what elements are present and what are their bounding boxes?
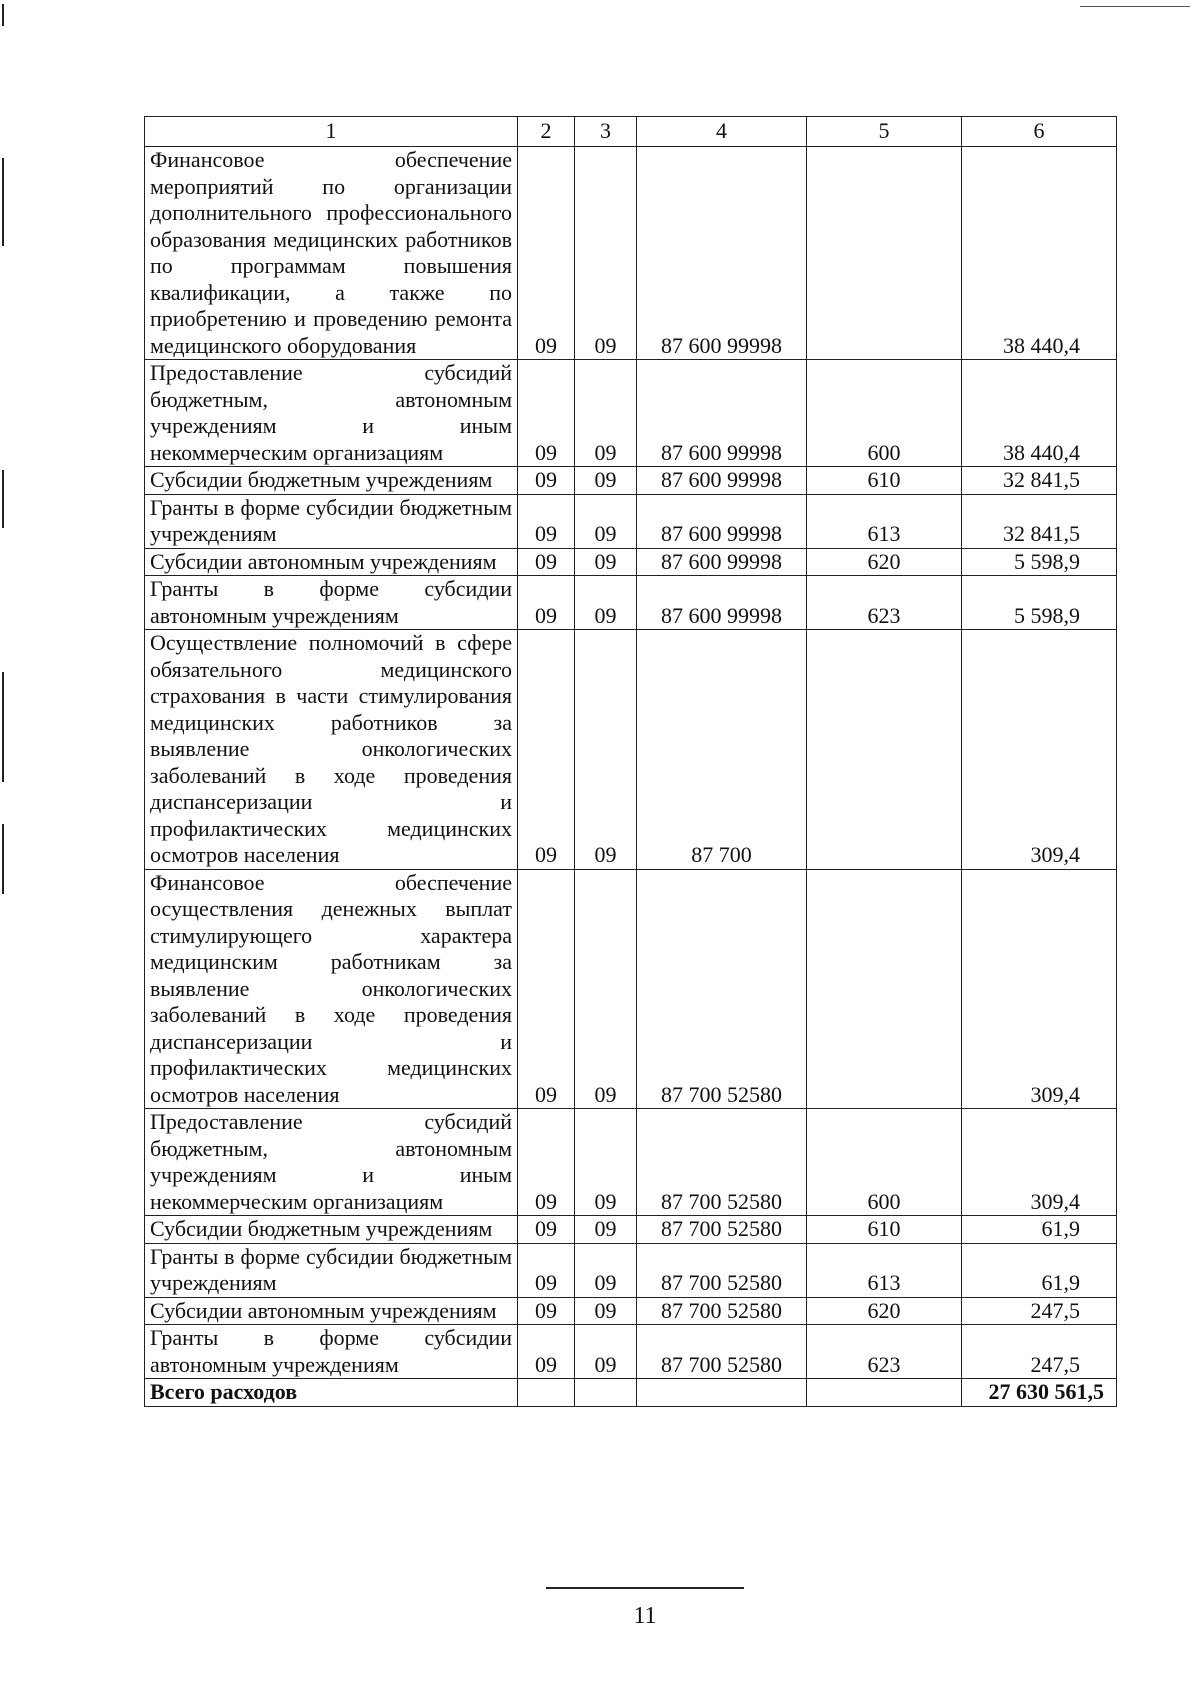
- table-row: [145, 576, 1117, 630]
- amount: 5 598,9: [962, 576, 1117, 630]
- subsection-code: 09: [575, 576, 637, 630]
- target-article-code: 87 700 52580: [637, 869, 807, 1109]
- empty-cell: [807, 1379, 962, 1407]
- target-article-code: 87 700 52580: [637, 1109, 807, 1216]
- empty-cell: [518, 1379, 575, 1407]
- page-number: 11: [633, 1603, 657, 1629]
- expense-type-code: 610: [807, 467, 962, 495]
- row-name: Гранты в форме субсидии автономным учреждениям: [145, 576, 518, 630]
- empty-cell: [637, 1379, 807, 1407]
- amount: 32 841,5: [962, 494, 1117, 548]
- amount: 61,9: [962, 1216, 1117, 1244]
- scan-artifact: [2, 824, 4, 894]
- row-name: Субсидии автономным учреждениям: [145, 1297, 518, 1325]
- amount: 38 440,4: [962, 147, 1117, 360]
- amount: 5 598,9: [962, 548, 1117, 576]
- section-code: 09: [518, 1243, 575, 1297]
- table-header-row: [145, 117, 1117, 147]
- total-label: Всего расходов: [145, 1379, 518, 1407]
- amount: 309,4: [962, 869, 1117, 1109]
- expense-type-code: 613: [807, 1243, 962, 1297]
- section-code: 09: [518, 1216, 575, 1244]
- expense-type-code: 600: [807, 360, 962, 467]
- section-code: 09: [518, 548, 575, 576]
- target-article-code: 87 600 99998: [637, 548, 807, 576]
- subsection-code: 09: [575, 494, 637, 548]
- total-amount: 27 630 561,5: [962, 1379, 1117, 1407]
- column-header: 2: [518, 117, 575, 147]
- table-row: [145, 1243, 1117, 1297]
- subsection-code: 09: [575, 147, 637, 360]
- section-code: 09: [518, 494, 575, 548]
- table-row: [145, 1109, 1117, 1216]
- subsection-code: 09: [575, 1325, 637, 1379]
- section-code: 09: [518, 869, 575, 1109]
- subsection-code: 09: [575, 630, 637, 870]
- target-article-code: 87 600 99998: [637, 494, 807, 548]
- target-article-code: 87 600 99998: [637, 360, 807, 467]
- table-row: [145, 494, 1117, 548]
- target-article-code: 87 700 52580: [637, 1325, 807, 1379]
- row-name: Гранты в форме субсидии бюджетным учреждениям: [145, 1243, 518, 1297]
- scan-artifact: [1080, 6, 1190, 7]
- amount: 32 841,5: [962, 467, 1117, 495]
- section-code: 09: [518, 1109, 575, 1216]
- section-code: 09: [518, 630, 575, 870]
- table-row: [145, 869, 1117, 1109]
- subsection-code: 09: [575, 548, 637, 576]
- table-row: [145, 1216, 1117, 1244]
- table-row: [145, 630, 1117, 870]
- expense-type-code: 620: [807, 548, 962, 576]
- row-name: Субсидии бюджетным учреждениям: [145, 1216, 518, 1244]
- scan-artifact: [2, 470, 4, 528]
- section-code: 09: [518, 147, 575, 360]
- column-header: 3: [575, 117, 637, 147]
- row-name: Гранты в форме субсидии бюджетным учреждениям: [145, 494, 518, 548]
- target-article-code: 87 700 52580: [637, 1243, 807, 1297]
- column-header: 4: [637, 117, 807, 147]
- amount: 247,5: [962, 1297, 1117, 1325]
- row-name: Предоставление субсидий бюджетным, автономным учреждениям и иным некоммерческим организациям: [145, 360, 518, 467]
- table-row: [145, 1325, 1117, 1379]
- subsection-code: 09: [575, 360, 637, 467]
- subsection-code: 09: [575, 1216, 637, 1244]
- target-article-code: 87 600 99998: [637, 147, 807, 360]
- subsection-code: 09: [575, 467, 637, 495]
- section-code: 09: [518, 1325, 575, 1379]
- target-article-code: 87 600 99998: [637, 467, 807, 495]
- scan-artifact: [2, 158, 4, 246]
- column-header: 5: [807, 117, 962, 147]
- row-name: Финансовое обеспечение осуществления денежных выплат стимулирующего характера медицинским работникам за выявление онкологических заболеваний в ходе проведения диспансеризации и профилактических медицинских осмотров населения: [145, 869, 518, 1109]
- row-name: Субсидии автономным учреждениям: [145, 548, 518, 576]
- row-name: Финансовое обеспечение мероприятий по организации дополнительного профессионального образования медицинских работников по программам повышения квалификации, а также по приобретению и проведению ремонта медицинского оборудования: [145, 147, 518, 360]
- section-code: 09: [518, 576, 575, 630]
- table-row: [145, 1297, 1117, 1325]
- subsection-code: 09: [575, 1109, 637, 1216]
- expense-type-code: [807, 869, 962, 1109]
- table-row: [145, 548, 1117, 576]
- expense-type-code: 623: [807, 1325, 962, 1379]
- expense-type-code: 620: [807, 1297, 962, 1325]
- row-name: Осуществление полномочий в сфере обязательного медицинского страхования в части стимулирования медицинских работников за выявление онкологических заболеваний в ходе проведения диспансеризации и профилактических медицинских осмотров населения: [145, 630, 518, 870]
- total-row: [145, 1379, 1117, 1407]
- amount: 38 440,4: [962, 360, 1117, 467]
- row-name: Предоставление субсидий бюджетным, автономным учреждениям и иным некоммерческим организациям: [145, 1109, 518, 1216]
- target-article-code: 87 700: [637, 630, 807, 870]
- column-header: 1: [145, 117, 518, 147]
- section-code: 09: [518, 1297, 575, 1325]
- subsection-code: 09: [575, 1243, 637, 1297]
- amount: 61,9: [962, 1243, 1117, 1297]
- table-row: [145, 360, 1117, 467]
- expense-type-code: [807, 147, 962, 360]
- expense-type-code: 610: [807, 1216, 962, 1244]
- table-row: [145, 467, 1117, 495]
- amount: 309,4: [962, 1109, 1117, 1216]
- budget-table: [144, 116, 1117, 1407]
- scan-artifact: [2, 672, 4, 782]
- target-article-code: 87 700 52580: [637, 1297, 807, 1325]
- subsection-code: 09: [575, 1297, 637, 1325]
- expense-type-code: 600: [807, 1109, 962, 1216]
- expense-type-code: 623: [807, 576, 962, 630]
- subsection-code: 09: [575, 869, 637, 1109]
- section-code: 09: [518, 360, 575, 467]
- target-article-code: 87 600 99998: [637, 576, 807, 630]
- target-article-code: 87 700 52580: [637, 1216, 807, 1244]
- expense-type-code: 613: [807, 494, 962, 548]
- footer-divider: [546, 1587, 744, 1589]
- empty-cell: [575, 1379, 637, 1407]
- amount: 309,4: [962, 630, 1117, 870]
- expense-type-code: [807, 630, 962, 870]
- row-name: Субсидии бюджетным учреждениям: [145, 467, 518, 495]
- table-row: [145, 147, 1117, 360]
- row-name: Гранты в форме субсидии автономным учреждениям: [145, 1325, 518, 1379]
- amount: 247,5: [962, 1325, 1117, 1379]
- column-header: 6: [962, 117, 1117, 147]
- scan-artifact: [2, 4, 4, 26]
- section-code: 09: [518, 467, 575, 495]
